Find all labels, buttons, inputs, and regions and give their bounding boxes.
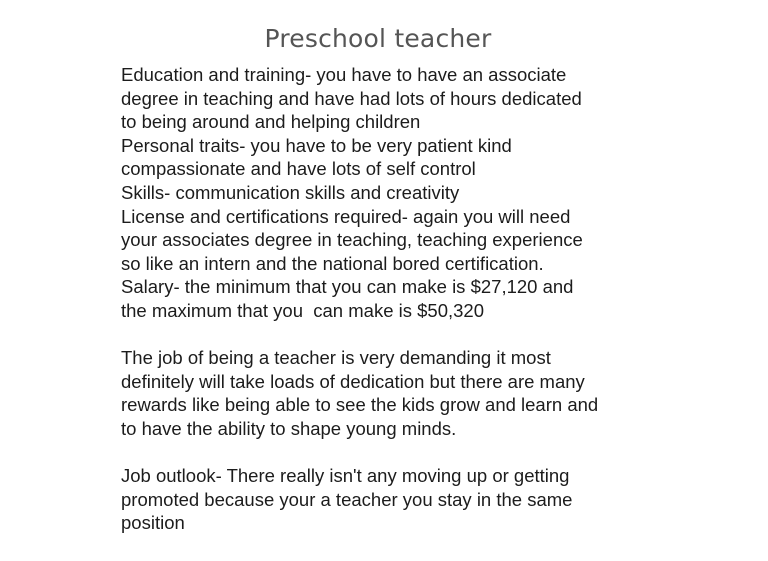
paragraph-requirements — [121, 63, 641, 323]
paragraph-spacer — [121, 323, 641, 347]
paragraph-spacer — [121, 441, 641, 465]
text-line: so like an intern and the national bored certification. — [121, 252, 544, 274]
text-line: The job of being a teacher is very demanding it most — [121, 347, 551, 369]
paragraph-demands — [121, 346, 641, 440]
text-line: position — [121, 512, 185, 534]
text-line: Skills- communication skills and creativity — [121, 181, 460, 203]
text-line: Education and training- you have to have an associate — [121, 64, 567, 85]
slide-title: Preschool teacher — [264, 24, 492, 53]
slide-body — [121, 63, 641, 535]
text-line: degree in teaching and have had lots of hours dedicated — [121, 87, 582, 109]
text-line: License and certifications required- again you will need — [121, 205, 571, 227]
text-line: rewards like being able to see the kids grow and learn and — [121, 394, 599, 416]
text-line: to have the ability to shape young minds. — [121, 417, 457, 439]
text-line: Salary- the minimum that you can make is $27,120 and — [121, 276, 574, 298]
text-line: Job outlook- There really isn't any moving up or getting — [121, 465, 570, 487]
text-line: promoted because your a teacher you stay in the same — [121, 488, 573, 510]
text-line: definitely will take loads of dedication but there are many — [121, 370, 585, 392]
paragraph-job-outlook — [121, 464, 641, 535]
text-line: compassionate and have lots of self control — [121, 158, 476, 180]
text-line: your associates degree in teaching, teaching experience — [121, 229, 583, 251]
text-line: to being around and helping children — [121, 111, 421, 133]
text-line: the maximum that you can make is $50,320 — [121, 299, 484, 321]
text-line: Personal traits- you have to be very patient kind — [121, 134, 512, 156]
